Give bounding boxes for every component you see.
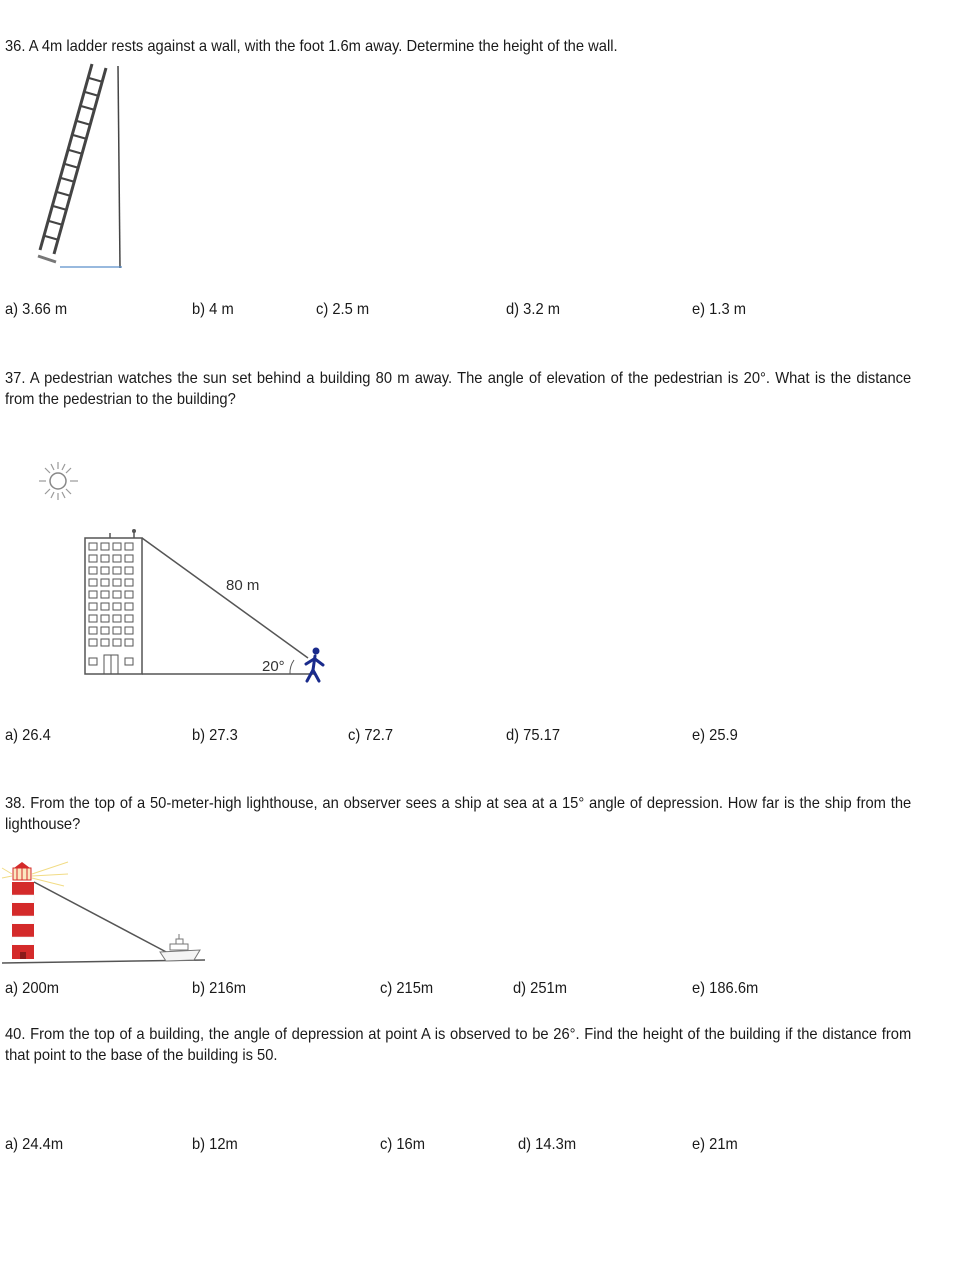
q38-option-d[interactable]: d) 251m	[513, 980, 568, 997]
sun-icon	[36, 460, 82, 502]
pedestrian-icon	[306, 648, 323, 682]
building-triangle-figure	[80, 528, 340, 688]
q40-option-d[interactable]: d) 14.3m	[518, 1136, 577, 1153]
lighthouse-figure	[0, 860, 210, 968]
q37-option-b[interactable]: b) 27.3	[192, 727, 238, 744]
q36-option-b[interactable]: b) 4 m	[192, 301, 234, 318]
q38-option-c[interactable]: c) 215m	[380, 980, 434, 997]
q38-option-a[interactable]: a) 200m	[5, 980, 60, 997]
ladder-figure	[30, 58, 130, 273]
q40-option-b[interactable]: b) 12m	[192, 1136, 238, 1153]
hypotenuse-label: 80 m	[226, 577, 260, 594]
q36-option-a[interactable]: a) 3.66 m	[5, 301, 68, 318]
q37-option-c[interactable]: c) 72.7	[348, 727, 394, 744]
q38-option-e[interactable]: e) 186.6m	[692, 980, 759, 997]
q36-option-d[interactable]: d) 3.2 m	[506, 301, 560, 318]
ship-icon	[160, 934, 200, 961]
q40-option-a[interactable]: a) 24.4m	[5, 1136, 64, 1153]
q37-option-e[interactable]: e) 25.9	[692, 727, 738, 744]
question-37-text: 37. A pedestrian watches the sun set behind a building 80 m away. The angle of elevation of the pedestrian is 20°. What is the distance from the pedestrian to the building?	[5, 370, 912, 408]
q36-option-c[interactable]: c) 2.5 m	[316, 301, 370, 318]
question-38-text: 38. From the top of a 50-meter-high lighthouse, an observer sees a ship at sea at a 15° angle of depression. How far is the ship from the lighthouse?	[5, 795, 912, 833]
q36-option-e[interactable]: e) 1.3 m	[692, 301, 746, 318]
q40-option-e[interactable]: e) 21m	[692, 1136, 738, 1153]
q40-option-c[interactable]: c) 16m	[380, 1136, 425, 1153]
q37-option-a[interactable]: a) 26.4	[5, 727, 51, 744]
question-36-text: 36. A 4m ladder rests against a wall, with the foot 1.6m away. Determine the height of the wall.	[5, 38, 618, 55]
question-40-text: 40. From the top of a building, the angle of depression at point A is observed to be 26°. Find the height of the building if the distance from that point to the base of the building is 50.	[5, 1026, 912, 1064]
q37-option-d[interactable]: d) 75.17	[506, 727, 561, 744]
angle-label: 20°	[262, 658, 285, 675]
q38-option-b[interactable]: b) 216m	[192, 980, 247, 997]
